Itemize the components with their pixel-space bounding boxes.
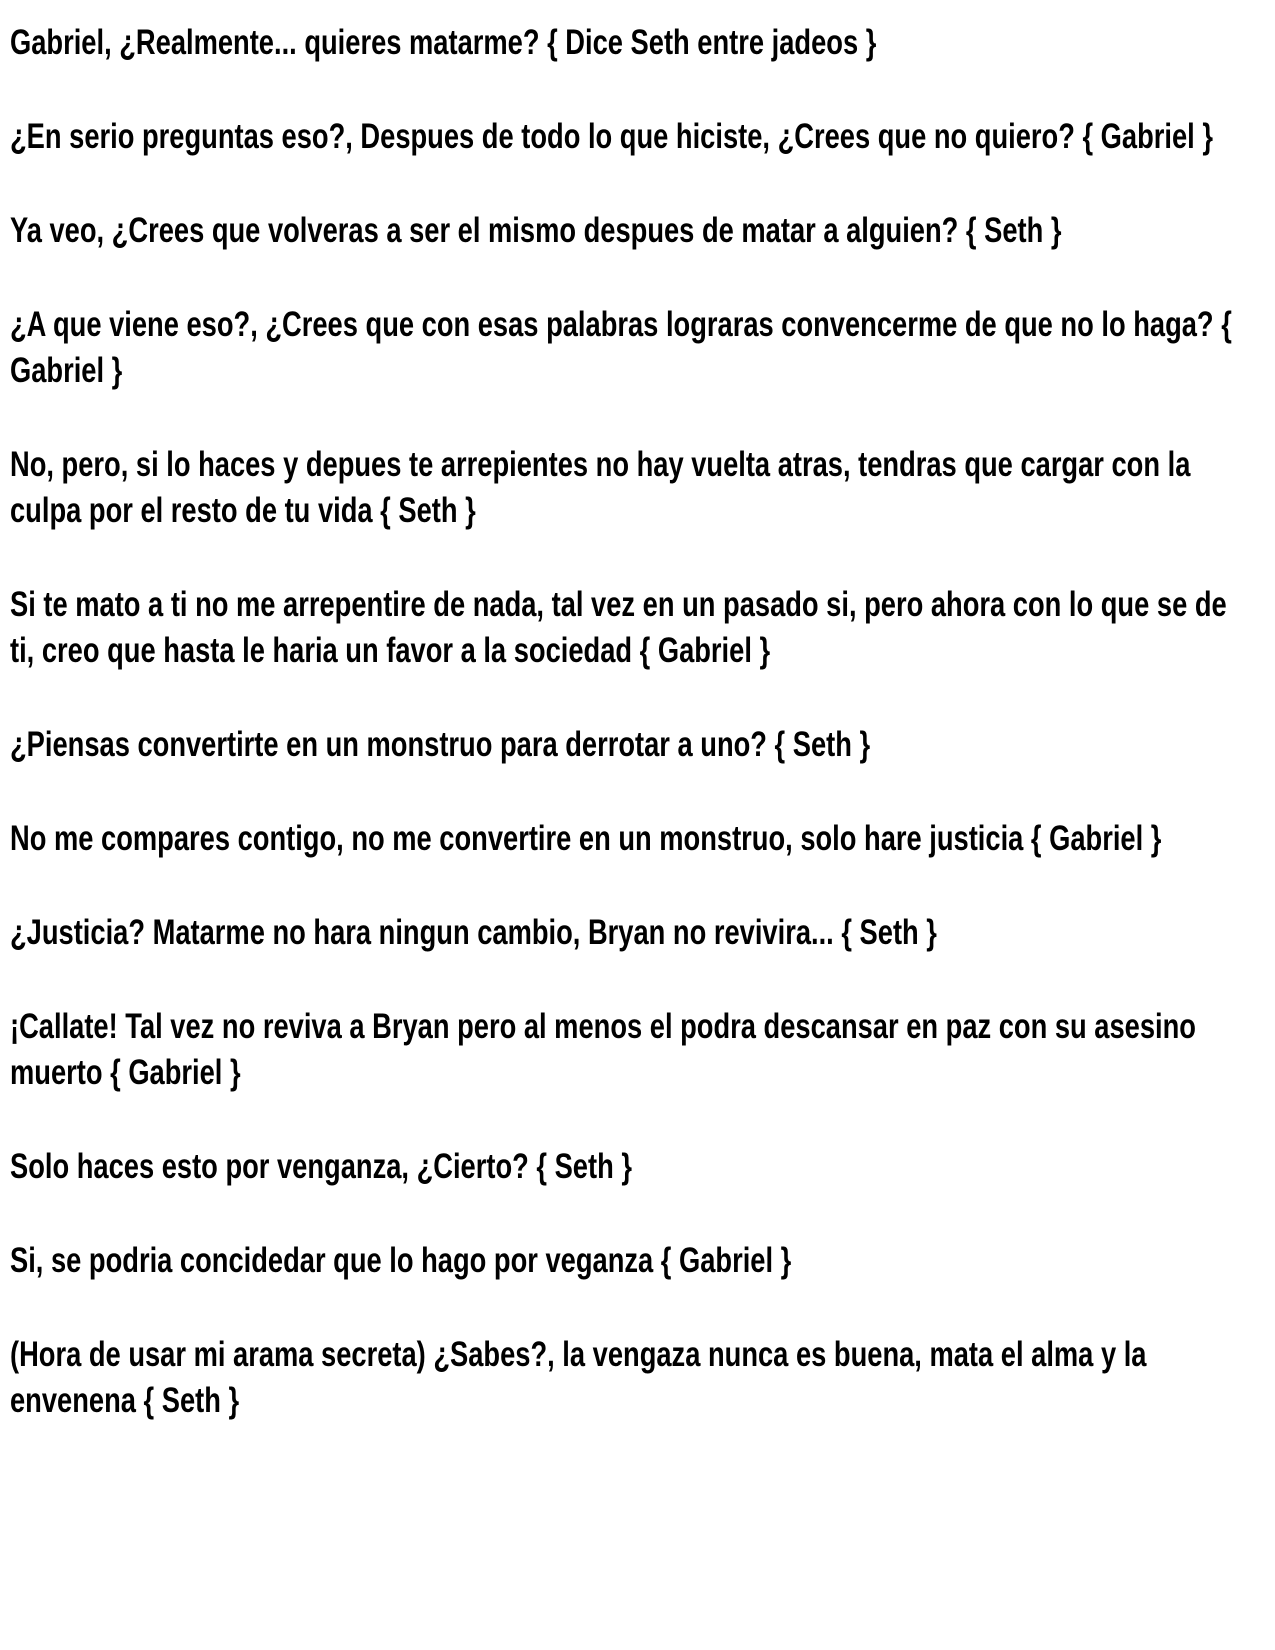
dialogue-line-6: Si te mato a ti no me arrepentire de nada, tal vez en un pasado si, pero ahora con lo que se de ti, creo que hasta le haria un favor a la sociedad { Gabriel } <box>10 585 1227 670</box>
dialogue-line-1: Gabriel, ¿Realmente... quieres matarme? { Dice Seth entre jadeos } <box>10 23 877 62</box>
dialogue-line-9: ¿Justicia? Matarme no hara ningun cambio, Bryan no revivira... { Seth } <box>10 913 937 952</box>
dialogue-line-11: Solo haces esto por venganza, ¿Cierto? { Seth } <box>10 1147 632 1186</box>
dialogue-line-7: ¿Piensas convertirte en un monstruo para derrotar a uno? { Seth } <box>10 725 871 764</box>
dialogue-line-4: ¿A que viene eso?, ¿Crees que con esas palabras lograras convencerme de que no lo haga? { Gabriel } <box>10 305 1232 390</box>
dialogue-line-3: Ya veo, ¿Crees que volveras a ser el mismo despues de matar a alguien? { Seth } <box>10 211 1062 250</box>
dialogue-line-12: Si, se podria concidedar que lo hago por veganza { Gabriel } <box>10 1241 792 1280</box>
dialogue-line-5: No, pero, si lo haces y depues te arrepientes no hay vuelta atras, tendras que cargar con la culpa por el resto de tu vida { Seth } <box>10 445 1191 530</box>
dialogue-line-8: No me compares contigo, no me convertire en un monstruo, solo hare justicia { Gabriel } <box>10 819 1162 858</box>
dialogue-document <box>10 20 1255 1472</box>
dialogue-line-13: (Hora de usar mi arama secreta) ¿Sabes?, la vengaza nunca es buena, mata el alma y la envenena { Seth } <box>10 1335 1147 1420</box>
dialogue-line-2: ¿En serio preguntas eso?, Despues de todo lo que hiciste, ¿Crees que no quiero? { Gabriel } <box>10 117 1213 156</box>
dialogue-line-10: ¡Callate! Tal vez no reviva a Bryan pero al menos el podra descansar en paz con su asesino muerto { Gabriel } <box>10 1007 1196 1092</box>
